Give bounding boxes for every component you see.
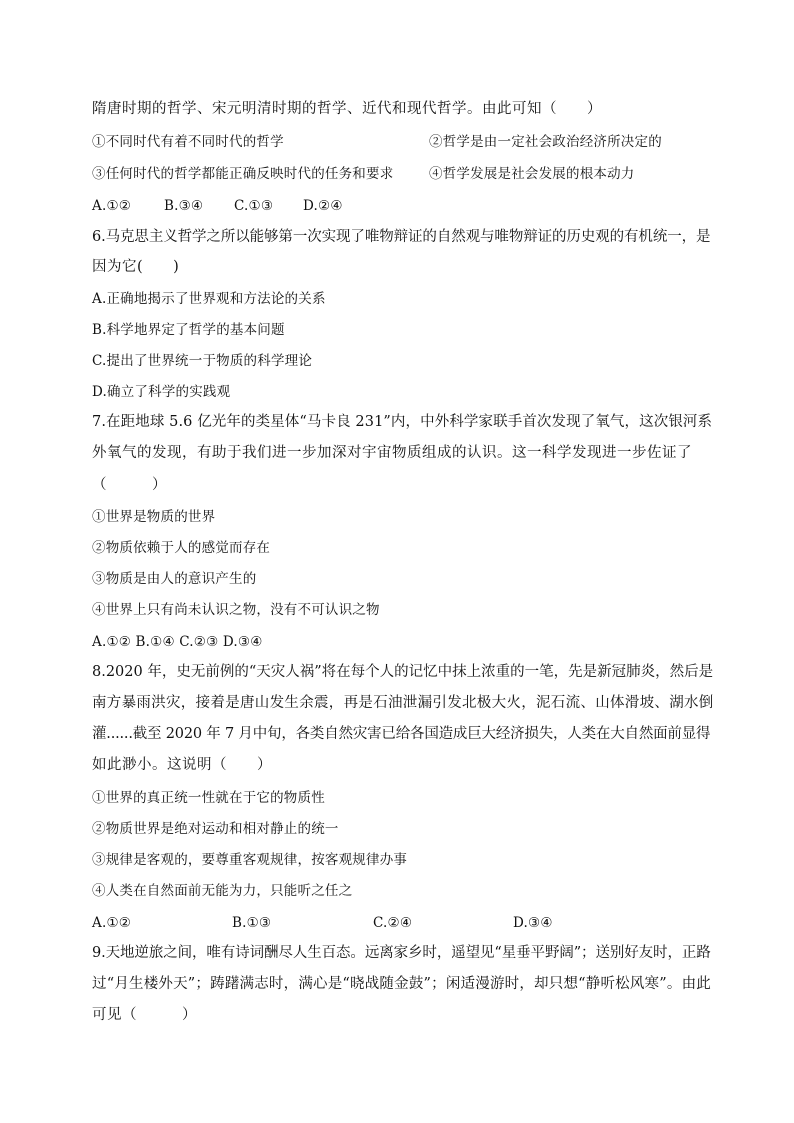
q8-choice-a: A.①② <box>92 915 132 931</box>
q8-option-4: ④人类在自然面前无能为力，只能听之任之 <box>92 883 353 899</box>
q6-stem-line-1: 6.马克思主义哲学之所以能够第一次实现了唯物辩证的自然观与唯物辩证的历史观的有机统一，是 <box>92 229 711 245</box>
q8-stem-line-3: 灌......截至 2020 年 7 月中旬，各类自然灾害已给各国造成巨大经济损失，人类在大自然面前显得 <box>92 726 711 742</box>
q5-choice-c: C.①③ <box>234 198 274 214</box>
q9-stem-line-3: 可见（ ） <box>92 1007 197 1023</box>
q5-choice-d: D.②④ <box>303 198 343 214</box>
q5-option-2: ②哲学是由一定社会政治经济所决定的 <box>429 134 662 150</box>
q7-option-2: ②物质依赖于人的感觉而存在 <box>92 540 271 556</box>
q6-option-c: C.提出了世界统一于物质的科学理论 <box>92 353 313 369</box>
q8-choice-c: C.②④ <box>373 915 413 931</box>
q7-stem-line-1: 7.在距地球 5.6 亿光年的类星体“马卡良 231”内，中外科学家联手首次发现了氧气，这次银河系 <box>92 414 713 430</box>
q5-option-4: ④哲学发展是社会发展的根本动力 <box>429 166 635 182</box>
q5-option-3: ③任何时代的哲学都能正确反映时代的任务和要求 <box>92 166 394 182</box>
q6-option-b: B.科学地界定了哲学的基本问题 <box>92 322 285 338</box>
q8-choice-d: D.③④ <box>513 915 553 931</box>
q5-stem: 隋唐时期的哲学、宋元明清时期的哲学、近代和现代哲学。由此可知（ ） <box>92 101 602 117</box>
q7-stem-line-3: （ ） <box>92 477 167 493</box>
q8-stem-line-4: 如此渺小。这说明（ ） <box>92 757 272 773</box>
q6-stem-line-2: 因为它( ) <box>92 259 180 275</box>
q9-stem-line-1: 9.天地逆旅之间，唯有诗词酬尽人生百态。远离家乡时，遥望见“星垂平野阔”；送别好友时，正路 <box>92 945 711 961</box>
q7-choices: A.①② B.①④ C.②③ D.③④ <box>92 634 263 650</box>
q8-choice-b: B.①③ <box>232 915 272 931</box>
q5-choice-b: B.③④ <box>164 198 204 214</box>
q8-option-1: ①世界的真正统一性就在于它的物质性 <box>92 790 325 806</box>
q7-option-4: ④世界上只有尚未认识之物，没有不可认识之物 <box>92 602 380 618</box>
q7-option-1: ①世界是物质的世界 <box>92 509 216 525</box>
q8-option-2: ②物质世界是绝对运动和相对静止的统一 <box>92 821 339 837</box>
q5-option-1: ①不同时代有着不同时代的哲学 <box>92 134 284 150</box>
q6-option-d: D.确立了科学的实践观 <box>92 384 231 400</box>
q8-stem-line-1: 8.2020 年，史无前例的“天灾人祸”将在每个人的记忆中抹上浓重的一笔，先是新冠肺炎，然后是 <box>92 664 714 680</box>
q8-stem-line-2: 南方暴雨洪灾，接着是唐山发生余震，再是石油泄漏引发北极大火，泥石流、山体滑坡、湖水倒 <box>92 695 714 711</box>
q7-stem-line-2: 外氧气的发现，有助于我们进一步加深对宇宙物质组成的认识。这一科学发现进一步佐证了 <box>92 445 692 461</box>
q7-option-3: ③物质是由人的意识产生的 <box>92 571 257 587</box>
q9-stem-line-2: 过“月生楼外天”；踌躇满志时，满心是“晓战随金鼓”；闲适漫游时，却只想“静听松风寒”。由此 <box>92 976 711 992</box>
q8-option-3: ③规律是客观的，要尊重客观规律，按客观规律办事 <box>92 852 408 868</box>
q6-option-a: A.正确地揭示了世界观和方法论的关系 <box>92 291 326 307</box>
q5-choice-a: A.①② <box>92 198 132 214</box>
